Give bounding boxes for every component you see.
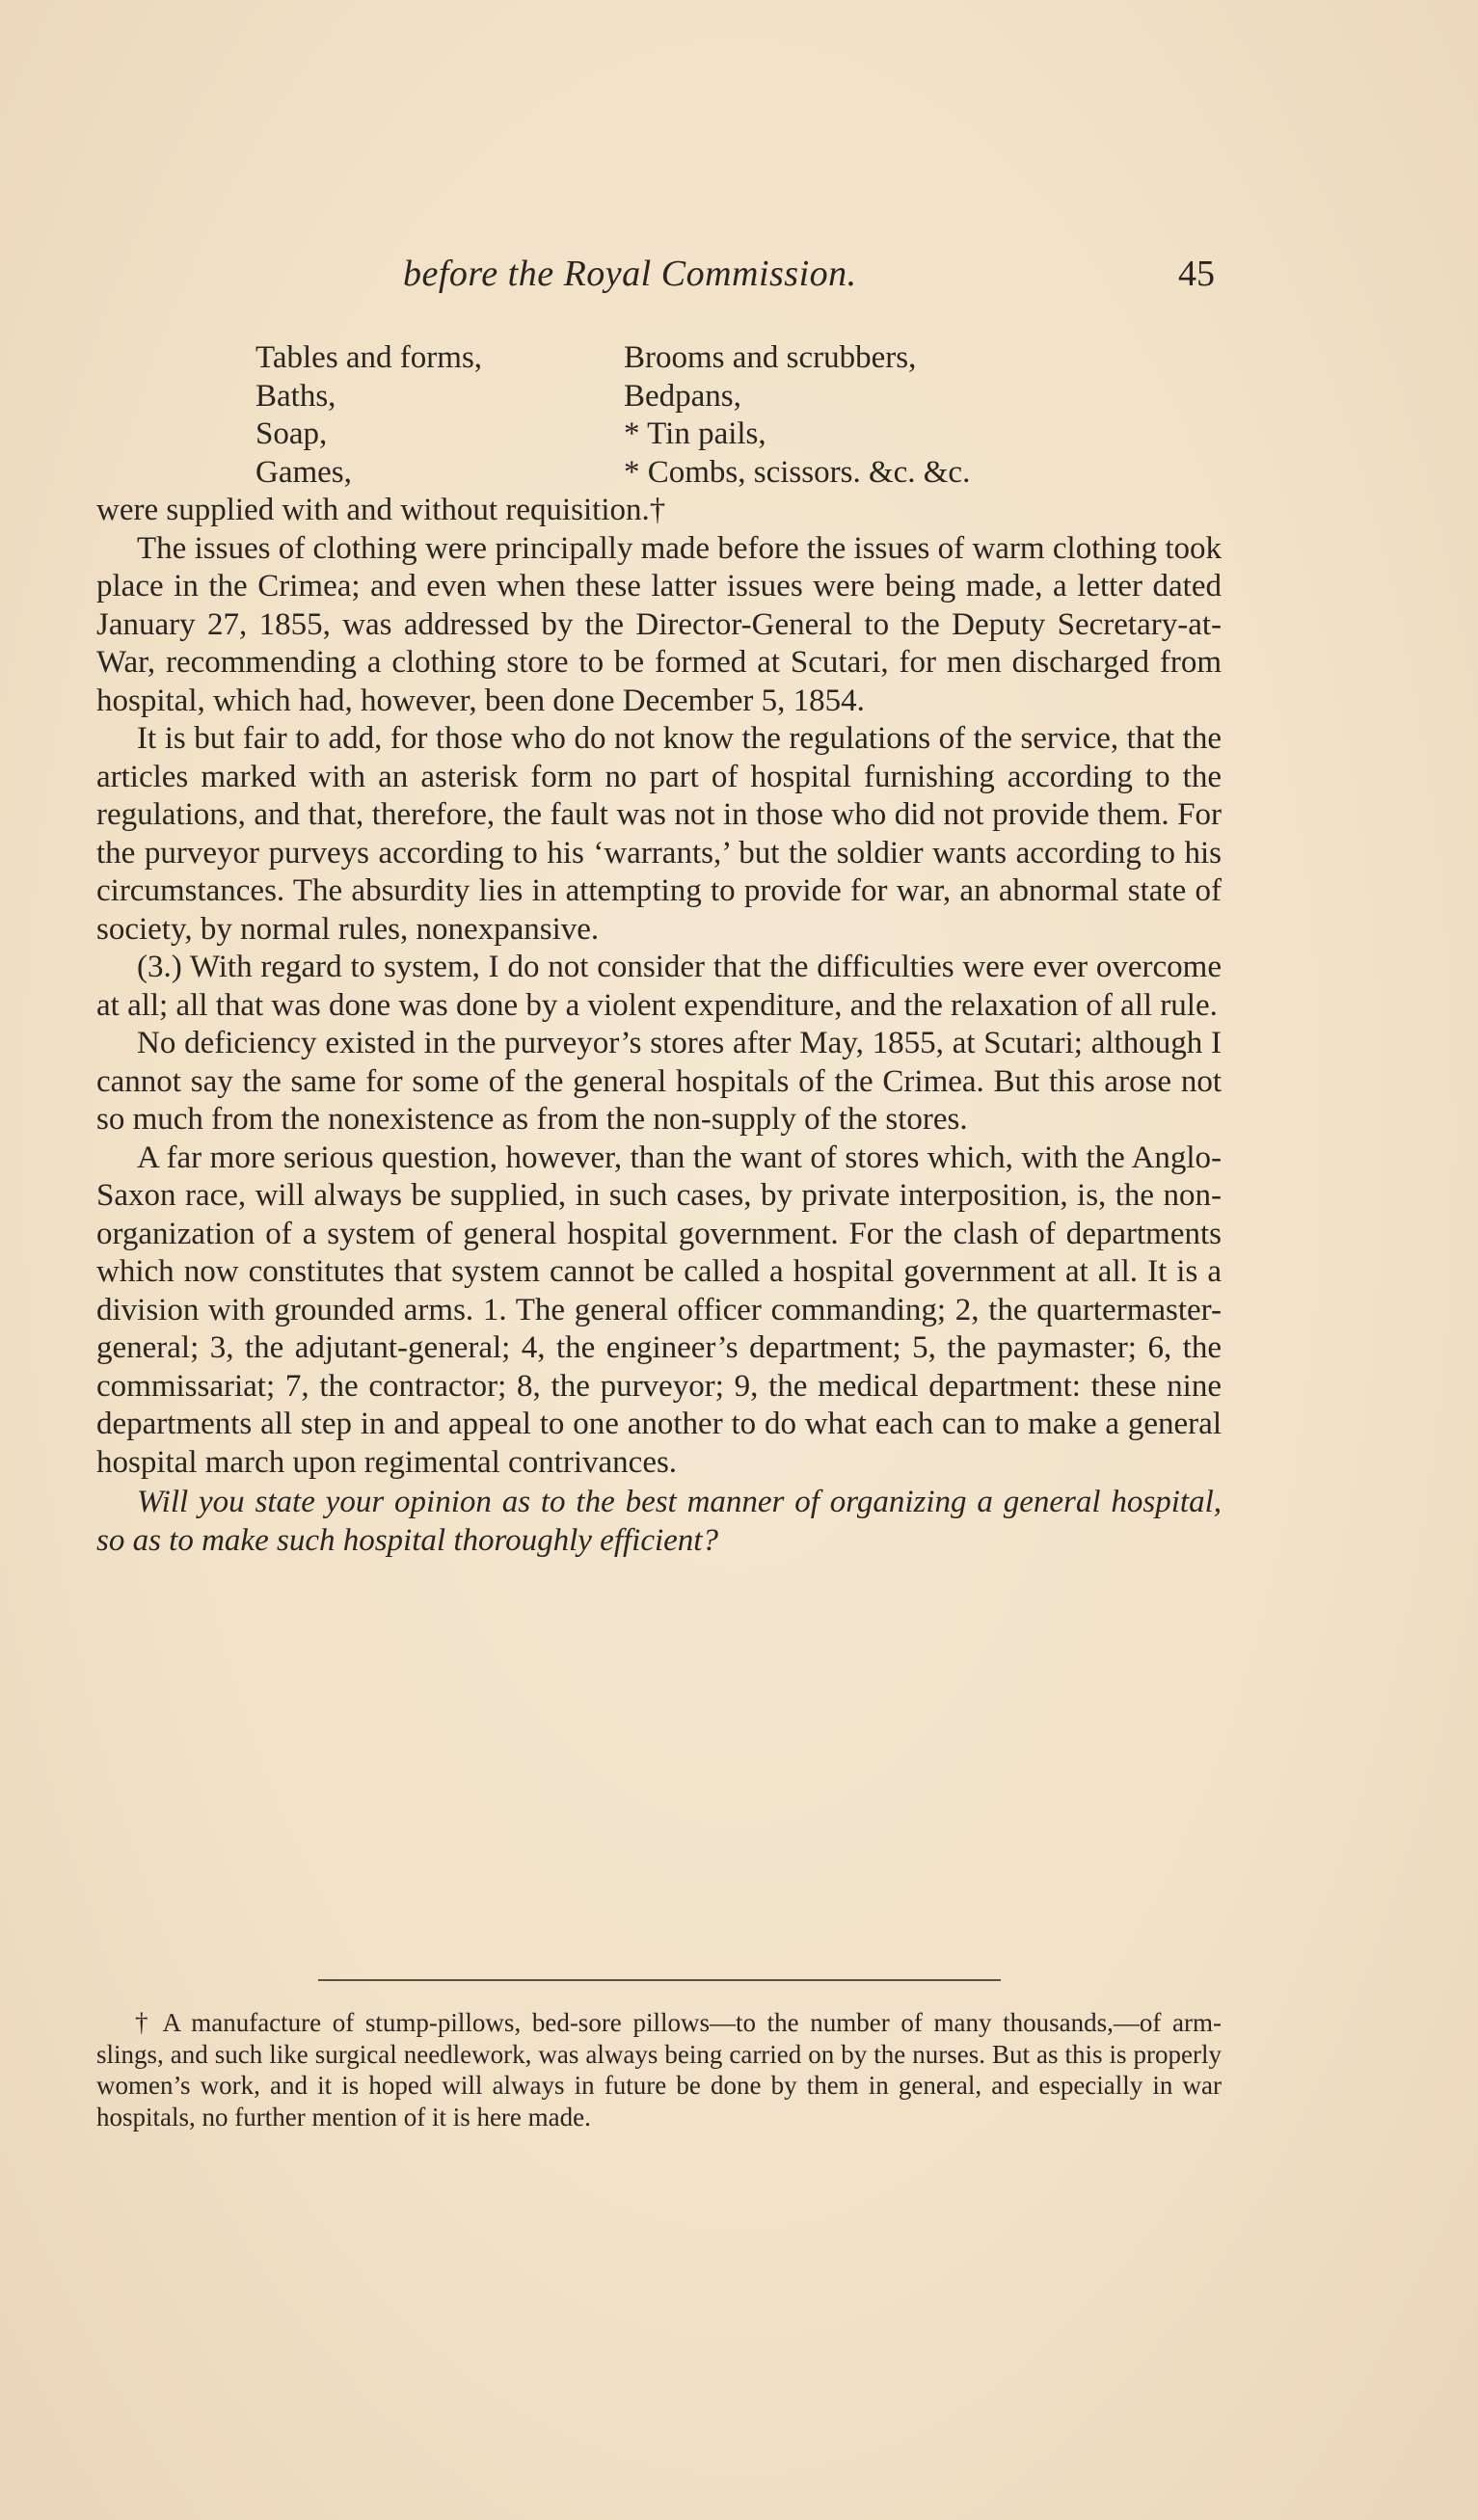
supplies-list <box>255 339 1222 492</box>
footnote-text: † A manufacture of stump-pillows, bed-sore pillows—to the number of many thousands,—of arm-slings, and such like surgical needlework, was always being carried on by the nurses. But as this is properly women’s work, and it is hoped will always in future be done by them in general, and especially in war hospitals, no further mention of it is here made. <box>96 2008 1222 2131</box>
list-item: * Combs, scissors. &c. &c. <box>624 454 971 490</box>
paragraph-regulations: It is but fair to add, for those who do not know the regulations of the service, that the articles marked with an asterisk form no part of hospital furnishing according to the regulations, and that, therefore, the fault was not in those who did not provide them. For the purveyor purveys according to his ‘warrants,’ but the soldier wants according to his circumstances. The absurdity lies in attempting to provide for war, an abnormal state of society, by normal rules, nonexpansive. <box>96 721 1222 947</box>
list-item: Bedpans, <box>624 378 741 414</box>
paragraph-deficiency: No deficiency existed in the purveyor’s stores after May, 1855, at Scutari; although I cannot say the same for some of the general hospitals of the Crimea. But this arose not so much from the nonexistence as from the non-supply of the stores. <box>96 1026 1222 1137</box>
list-item: Games, <box>255 454 352 490</box>
list-item: Tables and forms, <box>255 340 483 375</box>
body-text <box>96 339 1222 1560</box>
footnote <box>96 2007 1222 2132</box>
page-number: 45 <box>1178 254 1215 294</box>
list-item: * Tin pails, <box>624 416 766 451</box>
paragraph-clothing-issues: The issues of clothing were principally made before the issues of warm clothing took place in the Crimea; and even when these latter issues were being made, a letter dated January 27, 1855, was addressed by the Director-General to the Deputy Secretary-at-War, recommending a clothing store to be formed at Scutari, for men discharged from hospital, which had, however, been done December 5, 1854. <box>96 530 1222 718</box>
running-head: before the Royal Commission. <box>403 254 857 294</box>
list-item: Baths, <box>255 378 336 414</box>
paragraph-system: (3.) With regard to system, I do not consider that the difficulties were ever overcome at all; all that was done was done by a violent expenditure, and the relaxation of all rule. <box>96 950 1222 1023</box>
footnote-divider <box>318 1979 1001 1981</box>
list-item: Brooms and scrubbers, <box>624 340 917 375</box>
list-item: Soap, <box>255 416 328 451</box>
commission-question: Will you state your opinion as to the best manner of organizing a general hospital, so as to make such hospital thoroughly efficient? <box>96 1485 1222 1558</box>
paragraph-continuation: were supplied with and without requisition.† <box>96 493 666 527</box>
page-header <box>0 253 1478 310</box>
paragraph-hospital-government: A far more serious question, however, than the want of stores which, with the Anglo-Saxon race, will always be supplied, in such cases, by private interposition, is, the non-organization of a system of general hospital government. For the clash of departments which now constitutes that system cannot be called a hospital government at all. It is a division with grounded arms. 1. The general officer commanding; 2, the quartermaster-general; 3, the adjutant-general; 4, the engineer’s department; 5, the paymaster; 6, the commissariat; 7, the contractor; 8, the purveyor; 9, the medical department: these nine departments all step in and appeal to one another to do what each can to make a general hospital march upon regimental contrivances. <box>96 1139 1222 1480</box>
